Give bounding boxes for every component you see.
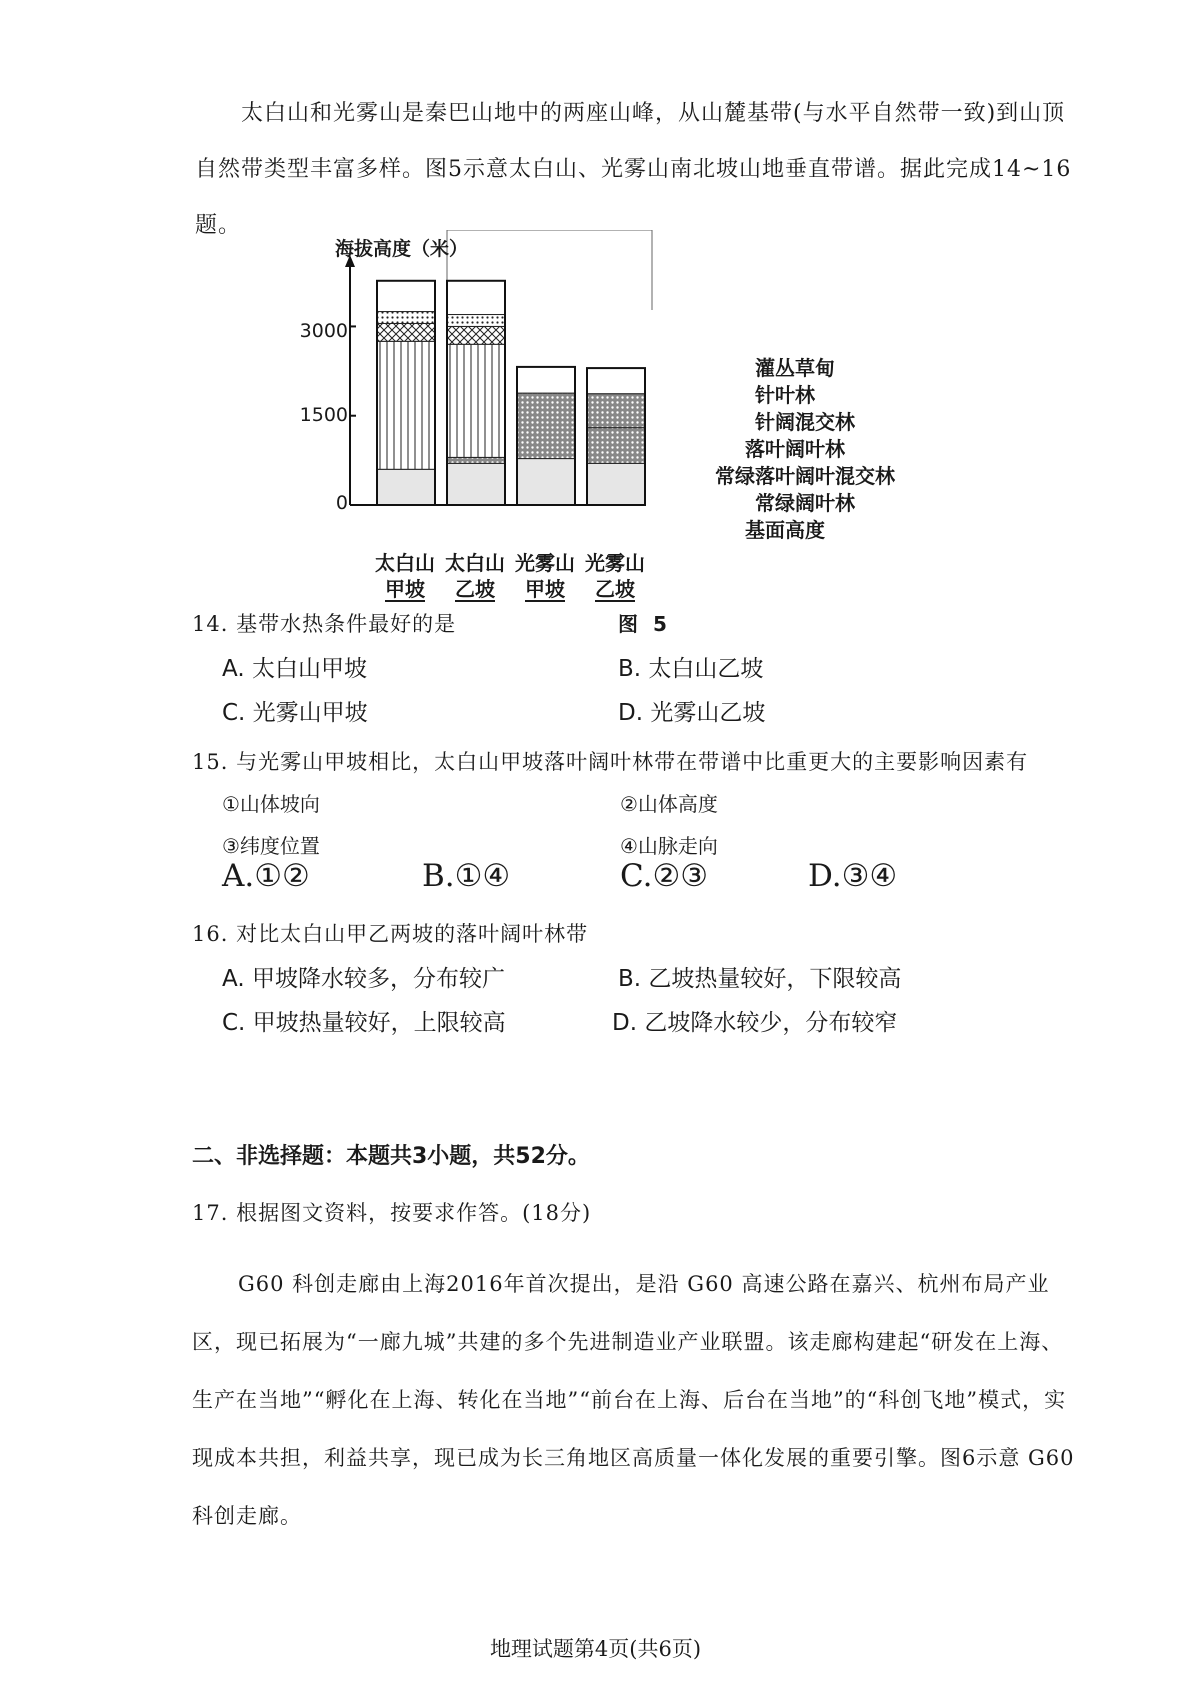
legend-item: 基面高度 bbox=[745, 518, 825, 542]
q16-option-c: C. 甲坡热量较好，上限较高 bbox=[222, 1010, 506, 1036]
q15-statement-3: ③纬度位置 bbox=[222, 834, 320, 858]
q15-option-a: A.①② bbox=[222, 858, 310, 894]
q15-statement-2: ②山体高度 bbox=[620, 792, 718, 816]
bar-segment bbox=[447, 315, 505, 327]
q15-stem: 15. 与光雾山甲坡相比，太白山甲坡落叶阔叶林带在带谱中比重更大的主要影响因素有 bbox=[192, 750, 1029, 774]
bar-segment bbox=[587, 368, 645, 394]
page-footer: 地理试题第4页(共6页) bbox=[489, 1637, 702, 1661]
q14-stem: 14. 基带水热条件最好的是 bbox=[192, 612, 457, 636]
bar-segment bbox=[517, 367, 575, 393]
y-tick-0: 0 bbox=[335, 492, 348, 514]
q15-option-c: C.②③ bbox=[620, 858, 709, 894]
q16-option-a: A. 甲坡降水较多，分布较广 bbox=[222, 966, 505, 992]
bar-segment bbox=[377, 341, 435, 469]
bar-segment bbox=[447, 281, 505, 315]
y-axis-label: 海拔高度（米） bbox=[335, 238, 469, 260]
bar-segment bbox=[447, 463, 505, 505]
y-tick-3000: 3000 bbox=[299, 320, 348, 342]
section-2-title: 二、非选择题：本题共3小题，共52分。 bbox=[192, 1144, 590, 1169]
bar-segment bbox=[447, 344, 505, 457]
legend-item: 针阔混交林 bbox=[755, 410, 855, 434]
chart-bars bbox=[377, 281, 645, 505]
legend-item: 针叶林 bbox=[755, 383, 815, 407]
x-category-4 bbox=[580, 550, 650, 602]
x-category-2 bbox=[440, 550, 510, 602]
bar-segment bbox=[377, 323, 435, 341]
y-tick-1500: 1500 bbox=[299, 404, 348, 426]
bar-segment bbox=[587, 428, 645, 464]
figure-caption: 图 5 bbox=[618, 612, 671, 636]
q15-option-d: D.③④ bbox=[808, 858, 898, 894]
x-category-line1: 光雾山 bbox=[515, 551, 575, 575]
q17-text: G60 科创走廊由上海2016年首次提出，是沿 G60 高速公路在嘉兴、杭州布局产业区，现已拓展为“一廊九城”共建的多个先进制造业产业联盟。该走廊构建起“研发在上海、生产在当地”“孵化在上海、转化在当地”“前台在上海、后台在当地”的“科创飞地”模式，实现成本共担，利益共享，现已成为长三角地区高质量一体化发展的重要引擎。图6示意 G60 科创走廊。 bbox=[192, 1272, 1075, 1528]
legend-item: 常绿阔叶林 bbox=[755, 491, 855, 515]
bar-segment bbox=[587, 394, 645, 428]
x-category-line2: 甲坡 bbox=[525, 577, 565, 601]
q14-option-b: B. 太白山乙坡 bbox=[618, 656, 764, 682]
bar-segment bbox=[447, 457, 505, 463]
q14-option-d: D. 光雾山乙坡 bbox=[618, 700, 766, 726]
q17-stem: 17. 根据图文资料，按要求作答。(18分) bbox=[192, 1201, 592, 1225]
q15-option-b: B.①④ bbox=[422, 858, 511, 894]
x-category-line2: 乙坡 bbox=[455, 577, 495, 601]
bar-segment bbox=[447, 326, 505, 344]
x-category-line2: 甲坡 bbox=[385, 577, 425, 601]
legend-item: 灌丛草甸 bbox=[755, 356, 835, 380]
legend bbox=[715, 355, 895, 544]
intro-paragraph bbox=[195, 86, 1085, 254]
q16-option-d: D. 乙坡降水较少，分布较窄 bbox=[612, 1010, 898, 1036]
bar-segment bbox=[377, 281, 435, 312]
x-category-line1: 太白山 bbox=[375, 551, 435, 575]
q16-stem: 16. 对比太白山甲乙两坡的落叶阔叶林带 bbox=[192, 922, 589, 946]
q14-option-a: A. 太白山甲坡 bbox=[222, 656, 367, 682]
legend-item: 常绿落叶阔叶混交林 bbox=[715, 464, 895, 488]
x-category-3 bbox=[510, 550, 580, 602]
bar-segment bbox=[587, 463, 645, 505]
bar-segment bbox=[517, 459, 575, 505]
q14-option-c: C. 光雾山甲坡 bbox=[222, 700, 368, 726]
x-category-line1: 光雾山 bbox=[585, 551, 645, 575]
x-category-line1: 太白山 bbox=[445, 551, 505, 575]
x-category-line2: 乙坡 bbox=[595, 577, 635, 601]
q15-statement-1: ①山体坡向 bbox=[222, 792, 320, 816]
intro-text: 太白山和光雾山是秦巴山地中的两座山峰，从山麓基带(与水平自然带一致)到山顶自然带类型丰富多样。图5示意太白山、光雾山南北坡山地垂直带谱。据此完成14~16题。 bbox=[195, 101, 1072, 238]
bar-segment bbox=[377, 312, 435, 324]
q15-statement-4: ④山脉走向 bbox=[620, 834, 718, 858]
bar-segment bbox=[377, 469, 435, 505]
q17-paragraph bbox=[192, 1255, 1082, 1545]
bar-segment bbox=[517, 393, 575, 458]
q16-option-b: B. 乙坡热量较好，下限较高 bbox=[618, 966, 902, 992]
x-category-1 bbox=[370, 550, 440, 602]
legend-item: 落叶阔叶林 bbox=[745, 437, 845, 461]
figure-5 bbox=[300, 230, 960, 650]
